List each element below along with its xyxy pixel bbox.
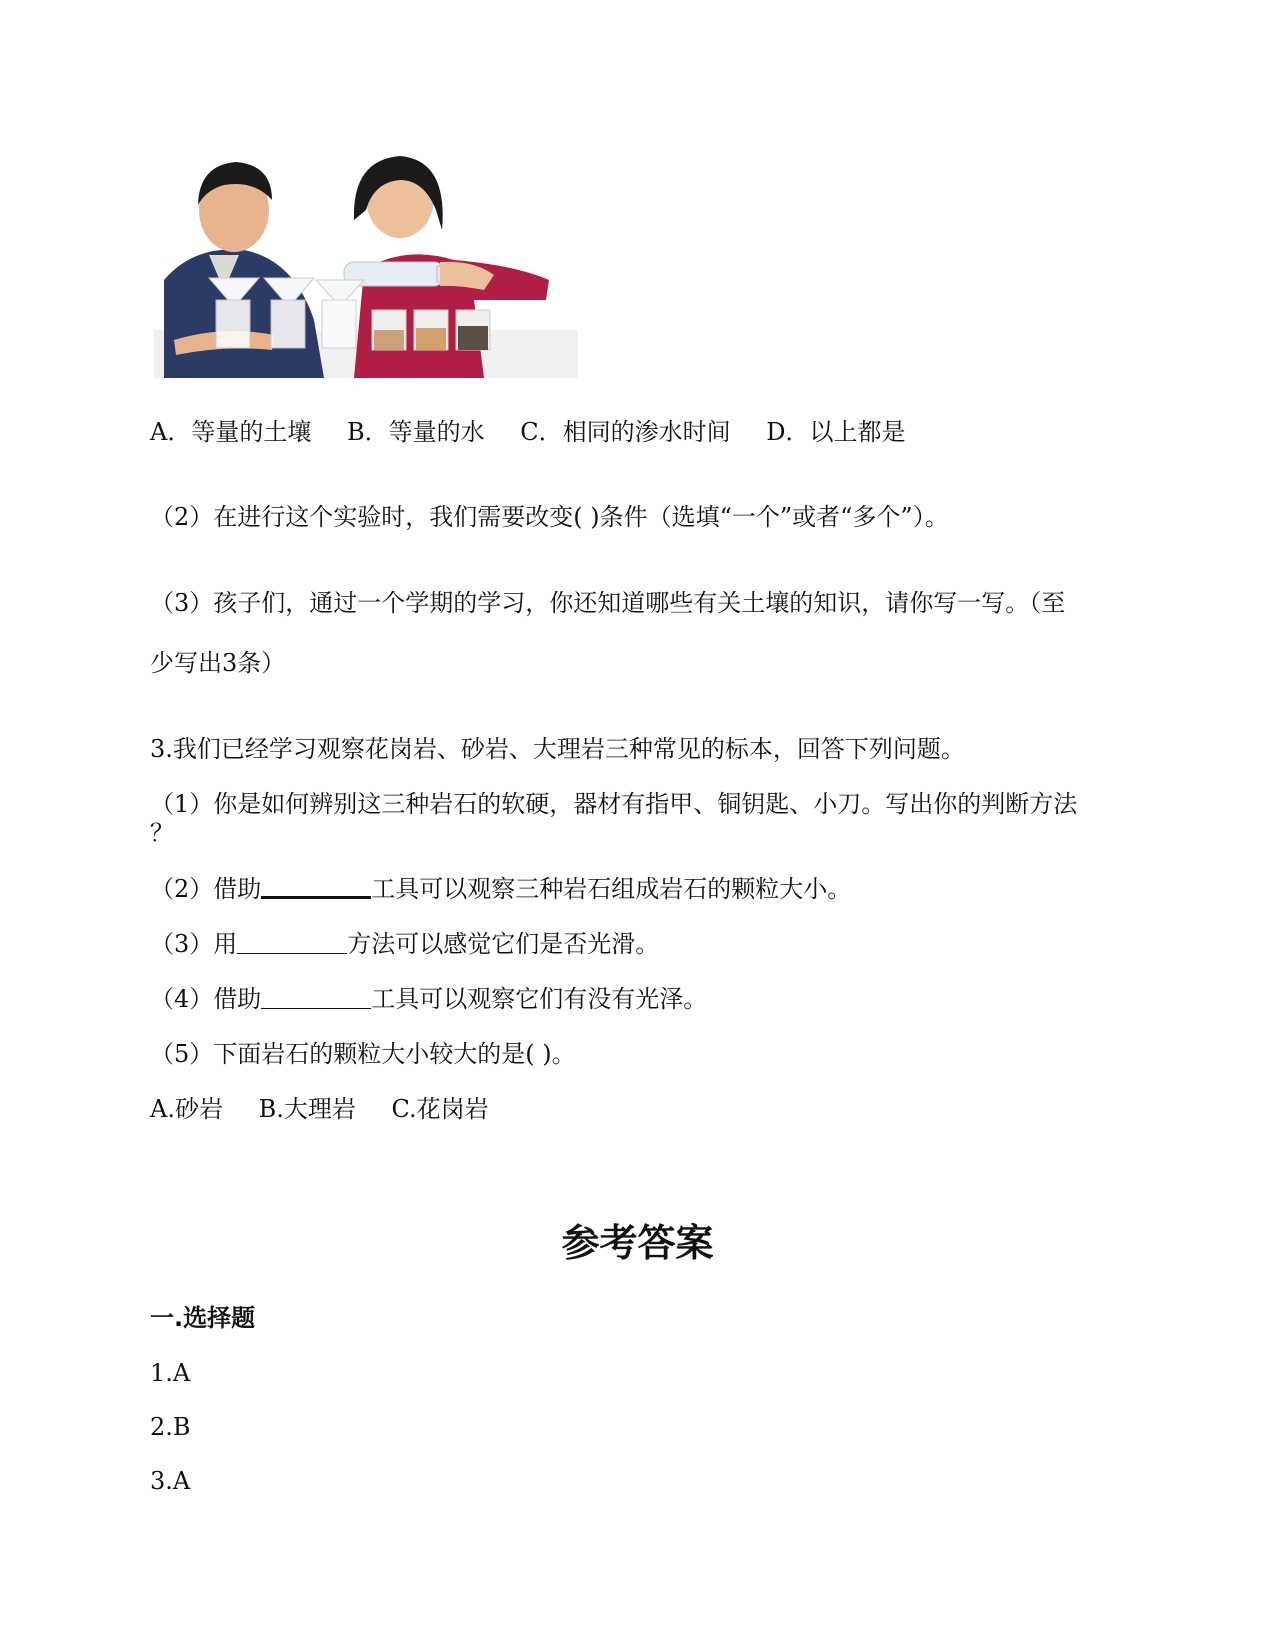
- soil-cups: [372, 310, 490, 350]
- answer-item-1: 1.A: [150, 1359, 191, 1387]
- q2-option-a: A．等量的土壤: [150, 418, 312, 446]
- q3-sub4-blank[interactable]: [261, 986, 371, 1009]
- q3-sub3-blank[interactable]: [237, 931, 347, 954]
- funnel-cups: [209, 278, 364, 348]
- q2-option-c: C．相同的渗水时间: [520, 418, 731, 446]
- answer-item-2: 2.B: [150, 1413, 191, 1441]
- q3-option-a: A.砂岩: [150, 1095, 223, 1123]
- q3-sub4-suffix: 工具可以观察它们有没有光泽。: [371, 985, 708, 1013]
- q2-sub2: （2）在进行这个实验时，我们需要改变( )条件（选填“一个”或者“多个”）。: [150, 503, 949, 531]
- q3-option-b: B.大理岩: [258, 1095, 356, 1123]
- q3-sub1-line2: ？: [150, 819, 174, 847]
- q3-sub2-blank[interactable]: [261, 874, 371, 899]
- q3-sub3: [150, 929, 659, 959]
- q2-options-row: [150, 417, 934, 447]
- q3-option-c: C.花岗岩: [391, 1095, 489, 1123]
- q3-sub2: [150, 874, 851, 904]
- q3-sub2-prefix: （2）借助: [150, 875, 262, 903]
- q3-sub4-prefix: （4）借助: [150, 985, 262, 1013]
- q3-stem: 3.我们已经学习观察花岗岩、砂岩、大理岩三种常见的标本，回答下列问题。: [150, 735, 965, 763]
- answer-item-3: 3.A: [150, 1467, 191, 1495]
- answers-section-heading: 一.选择题: [150, 1304, 256, 1332]
- q2-option-b: B．等量的水: [346, 418, 485, 446]
- q3-sub1-line1: （1）你是如何辨别这三种岩石的软硬，器材有指甲、铜钥匙、小刀。写出你的判断方法: [150, 790, 1078, 818]
- answers-title: 参考答案: [561, 1221, 714, 1265]
- q3-options-row: [150, 1094, 517, 1124]
- q2-sub3-line1: （3）孩子们，通过一个学期的学习，你还知道哪些有关土壤的知识，请你写一写。（至: [150, 589, 1066, 617]
- q2-option-d: D．以上都是: [766, 418, 906, 446]
- q3-sub2-suffix: 工具可以观察三种岩石组成岩石的颗粒大小。: [371, 875, 852, 903]
- q2-sub3-line2: 少写出3条）: [150, 649, 286, 677]
- experiment-photo: [154, 150, 578, 378]
- q3-sub4: [150, 984, 707, 1014]
- q3-sub3-prefix: （3）用: [150, 930, 238, 958]
- q3-sub3-suffix: 方法可以感觉它们是否光滑。: [347, 930, 660, 958]
- q3-sub5: （5）下面岩石的颗粒大小较大的是( )。: [150, 1040, 576, 1068]
